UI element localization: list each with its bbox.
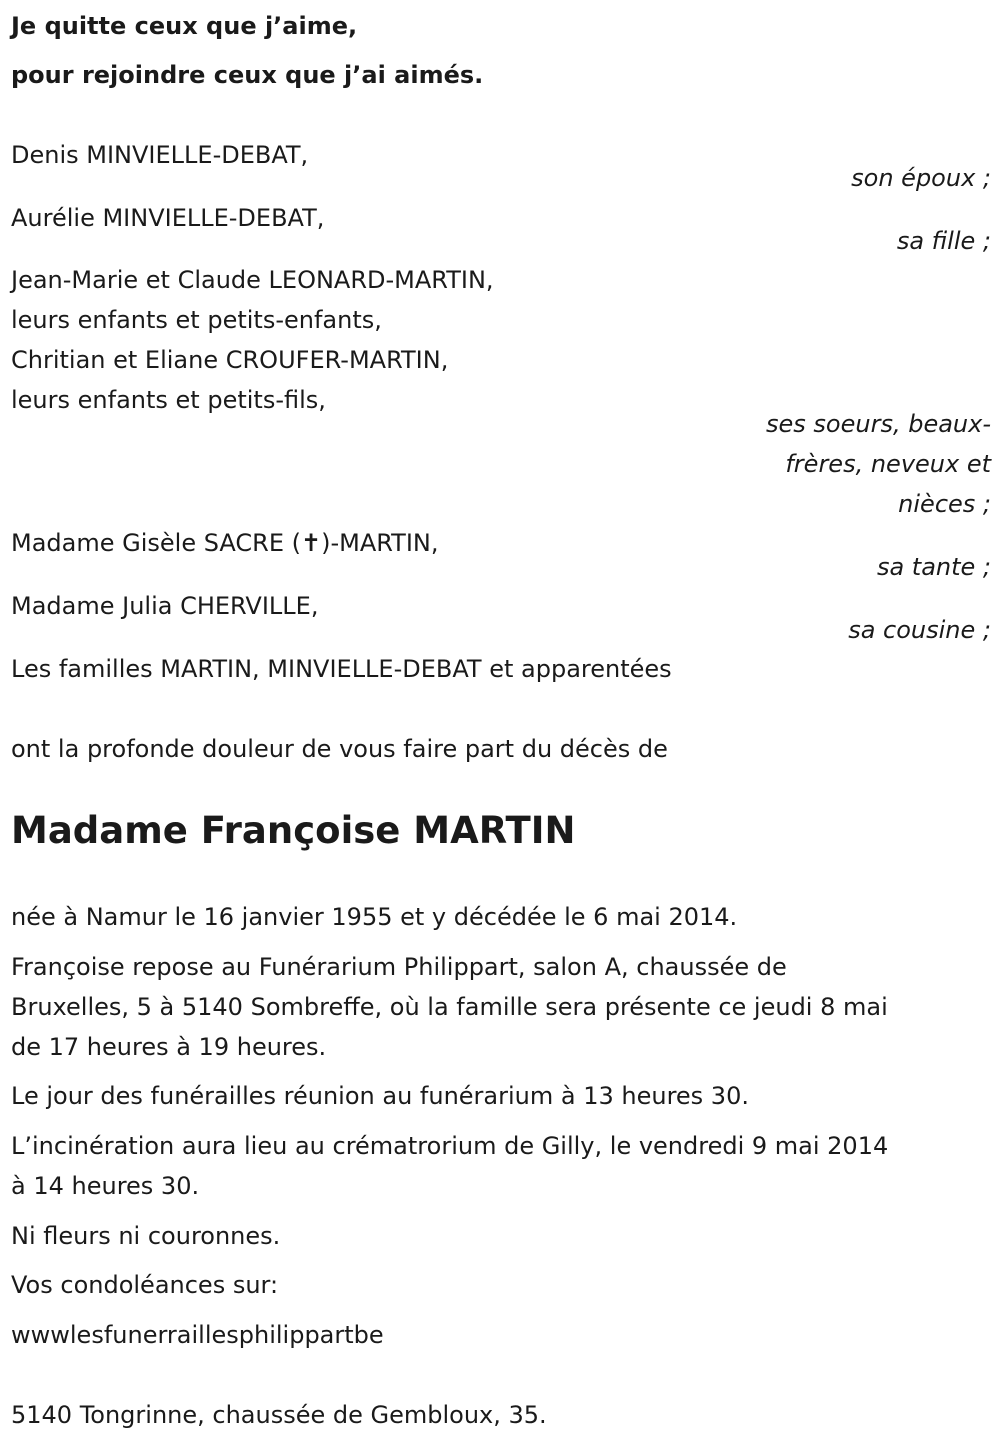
mourner-siblings-line-2: leurs enfants et petits-enfants, (11, 306, 382, 334)
mourner-denis-relation: son époux ; (851, 164, 991, 192)
incineration-line-2: à 14 heures 30. (11, 1172, 200, 1200)
mourner-siblings-line-4: leurs enfants et petits-fils, (11, 386, 326, 414)
siblings-relation-line-3: nièces ; (898, 490, 991, 518)
announcement-text: ont la profonde douleur de vous faire part du décès de (11, 735, 668, 763)
mourner-denis-name: Denis MINVIELLE-DEBAT, (11, 141, 309, 169)
mourner-siblings-line-1: Jean-Marie et Claude LEONARD-MARTIN, (11, 266, 494, 294)
birth-death-line: née à Namur le 16 janvier 1955 et y décédée le 6 mai 2014. (11, 903, 738, 931)
incineration-line-1: L’incinération aura lieu au crématrorium de Gilly, le vendredi 9 mai 2014 (11, 1132, 889, 1160)
flowers-line: Ni fleurs ni couronnes. (11, 1222, 281, 1250)
mourner-julia-name: Madame Julia CHERVILLE, (11, 592, 319, 620)
mourner-siblings-line-3: Chritian et Eliane CROUFER-MARTIN, (11, 346, 449, 374)
mourner-gisele-relation: sa tante ; (876, 553, 991, 581)
mourner-aurelie-name: Aurélie MINVIELLE-DEBAT, (11, 204, 325, 232)
obituary-notice (11, 0, 991, 1450)
condolences-url: wwwlesfunerraillesphilippartbe (11, 1321, 384, 1349)
mourner-siblings-relation (756, 404, 991, 524)
repose-paragraph (11, 947, 986, 1067)
mourner-aurelie-relation: sa fille ; (896, 227, 991, 255)
mourner-julia-relation: sa cousine ; (848, 616, 991, 644)
epigraph-line-1: Je quitte ceux que j’aime, (11, 12, 358, 40)
funeral-day-line: Le jour des funérailles réunion au funérarium à 13 heures 30. (11, 1082, 749, 1110)
address-line: 5140 Tongrinne, chaussée de Gembloux, 35. (11, 1401, 547, 1429)
repose-line-1: Françoise repose au Funérarium Philippart, salon A, chaussée de (11, 953, 787, 981)
repose-line-3: de 17 heures à 19 heures. (11, 1033, 327, 1061)
siblings-relation-line-1: ses soeurs, beaux- (766, 410, 991, 438)
mourner-families: Les familles MARTIN, MINVIELLE-DEBAT et apparentées (11, 655, 672, 683)
deceased-name: Madame Françoise MARTIN (11, 809, 576, 852)
condolences-label: Vos condoléances sur: (11, 1271, 279, 1299)
epigraph-line-2: pour rejoindre ceux que j’ai aimés. (11, 61, 484, 89)
mourner-gisele-name: Madame Gisèle SACRE (✝)-MARTIN, (11, 529, 439, 557)
repose-line-2: Bruxelles, 5 à 5140 Sombreffe, où la famille sera présente ce jeudi 8 mai (11, 993, 888, 1021)
siblings-relation-line-2: frères, neveux et (785, 450, 991, 478)
incineration-paragraph (11, 1126, 986, 1206)
